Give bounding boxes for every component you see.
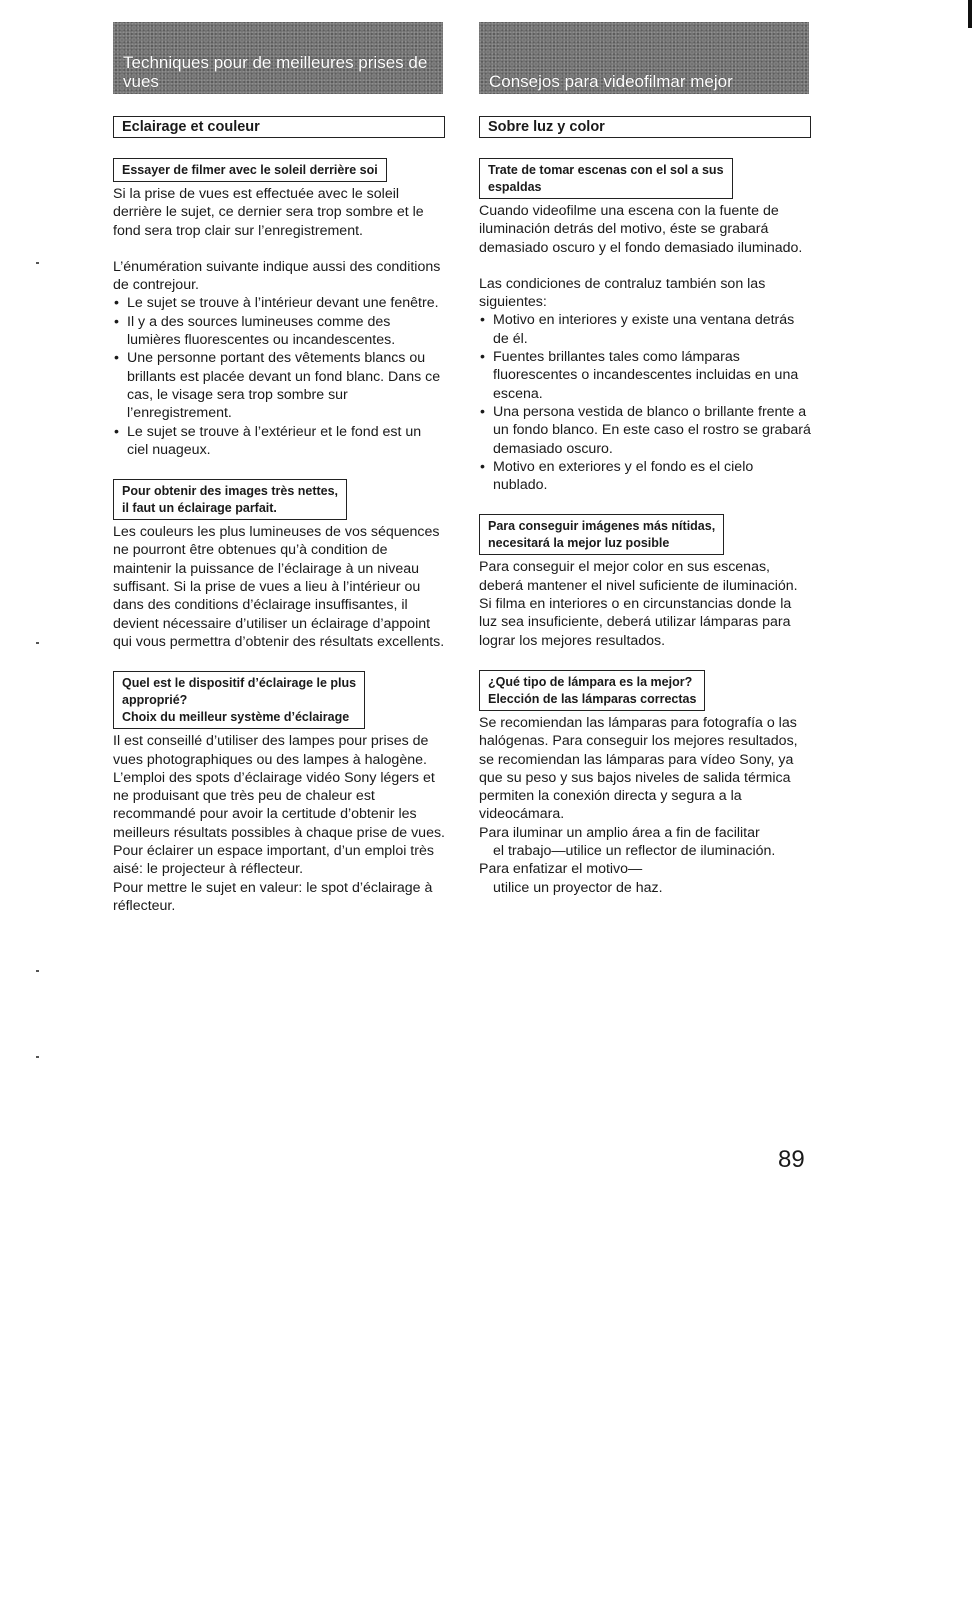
paragraph (479, 824, 811, 842)
subheading-box (479, 514, 724, 555)
list-item: • Fuentes brillantes tales como lámparas fluorescentes o incandescentes incluidas en una escena. (479, 348, 811, 403)
list-item: • Le sujet se trouve à l’extérieur et le fond est un ciel nuageux. (113, 423, 445, 460)
paragraph: Para enfatizar el motivo— (479, 861, 643, 878)
subheading-text: Trate de tomar escenas con el sol a sus (488, 163, 724, 177)
french-column (113, 22, 445, 915)
paragraph: Las condiciones de contraluz también son las siguientes: (479, 275, 766, 311)
margin-mark (36, 1056, 39, 1058)
subheading-text: necesitará la mejor luz posible (488, 536, 670, 551)
paragraph: Pour mettre le sujet en valeur: le spot d’éclairage à réflecteur. (113, 879, 433, 914)
spanish-column (479, 22, 811, 897)
paragraph: Cuando videofilme una escena con la fuente de iluminación detrás del motivo, éste se grabará demasiado oscuro y el fondo demasiado iluminado. (479, 203, 803, 256)
paragraph: Pour éclairer un espace important, d’un emploi très aisé: le projecteur à réflecteur. (113, 843, 434, 878)
paragraph: L’énumération suivante indique aussi des conditions de contrejour. (113, 258, 441, 294)
paragraph-continuation: el trabajo—utilice un reflector de iluminación. (493, 843, 776, 860)
paragraph-continuation: utilice un proyector de haz. (493, 879, 663, 896)
page-edge-marker (968, 0, 972, 28)
page-number: 89 (778, 1146, 805, 1173)
subheading-text: Elección de las lámparas correctas (488, 691, 697, 706)
bullet-list (479, 311, 811, 494)
subheading-text: Quel est le dispositif d’éclairage le plus (122, 676, 357, 691)
subheading-text: Para conseguir imágenes más nítidas, (488, 519, 716, 534)
subheading-text: ¿Qué tipo de lámpara es la mejor? (488, 674, 693, 689)
subheading-box (113, 158, 387, 182)
paragraph: Para conseguir el mejor color en sus escenas, deberá mantener el nivel suficiente de iluminación. Si filma en interiores o en circunstancias donde la luz sea insuficiente, deberá utilizar lámparas para lograr los mejores resultados. (479, 559, 798, 649)
paragraph: Il est conseillé d’utiliser des lampes pour prises de vues photographiques ou des lampes à halogène. L’emploi des spots d’éclairage vidéo Sony légers et ne produisant que très peu de chaleur est recommandé pour avoir la certitude d’obtenir les meilleurs résultats possibles à chaque prise de vues. (113, 733, 445, 841)
list-item: • Il y a des sources lumineuses comme des lumières fluorescentes ou incandescentes. (113, 313, 445, 350)
margin-mark (36, 642, 39, 644)
subheading-box (479, 670, 705, 711)
list-item: • Una persona vestida de blanco o brillante frente a un fondo blanco. En este caso el rostro se grabará demasiado oscuro. (479, 403, 811, 458)
list-item: • Motivo en interiores y existe una ventana detrás de él. (479, 311, 811, 348)
subheading-text: Pour obtenir des images très nettes, (122, 484, 339, 499)
paragraph: Se recomiendan las lámparas para fotografía o las halógenas. Para conseguir los mejores resultados, se recomiendan las lámparas para vídeo Sony, ya que su peso y sus bajos niveles de salida térmica permiten la conexión directa y segura a la videocámara. (479, 714, 798, 823)
paragraph-lead: Para iluminar un amplio área a fin de facilitar (479, 824, 760, 841)
subheading-box (113, 671, 365, 729)
topic-heading: Eclairage et couleur (113, 116, 445, 138)
subheading-text: approprié? (122, 693, 188, 708)
section-banner (479, 22, 809, 94)
paragraph: Les couleurs les plus lumineuses de vos séquences ne pourront être obtenues qu’à condition de maintenir la puissance de l’éclairage à un niveau suffisant. Si la prise de vues a lieu à l’intérieur ou dans des conditions d’éclairage insuffisantes, il devient nécessaire d’utiliser un éclairage d’appoint qui vous permettra d’obtenir des résultats excellents. (113, 524, 445, 650)
margin-mark (36, 262, 39, 264)
list-item: • Motivo en exteriores y el fondo es el cielo nublado. (479, 458, 811, 495)
section-banner (113, 22, 443, 94)
subheading-text: Choix du meilleur système d’éclairage (122, 710, 350, 725)
subheading-box (479, 158, 733, 199)
list-item: • Le sujet se trouve à l’intérieur devant une fenêtre. (113, 294, 445, 312)
subheading-text: il faut un éclairage parfait. (122, 501, 277, 516)
subheading-text: espaldas (488, 180, 542, 194)
bullet-list (113, 294, 445, 459)
subheading-text: Essayer de filmer avec le soleil derrière soi (122, 163, 378, 177)
banner-title: Techniques pour de meilleures prises de vues (123, 53, 428, 91)
paragraph: Si la prise de vues est effectuée avec le soleil derrière le sujet, ce dernier sera trop sombre et le fond sera trop clair sur l’enregistrement. (113, 186, 424, 239)
subheading-box (113, 479, 347, 520)
banner-title: Consejos para videofilmar mejor (489, 72, 733, 91)
margin-mark (36, 970, 39, 972)
list-item: • Une personne portant des vêtements blancs ou brillants est placée devant un fond blanc. Dans ce cas, le visage sera trop sombre sur l’enregistrement. (113, 349, 445, 422)
topic-heading: Sobre luz y color (479, 116, 811, 138)
